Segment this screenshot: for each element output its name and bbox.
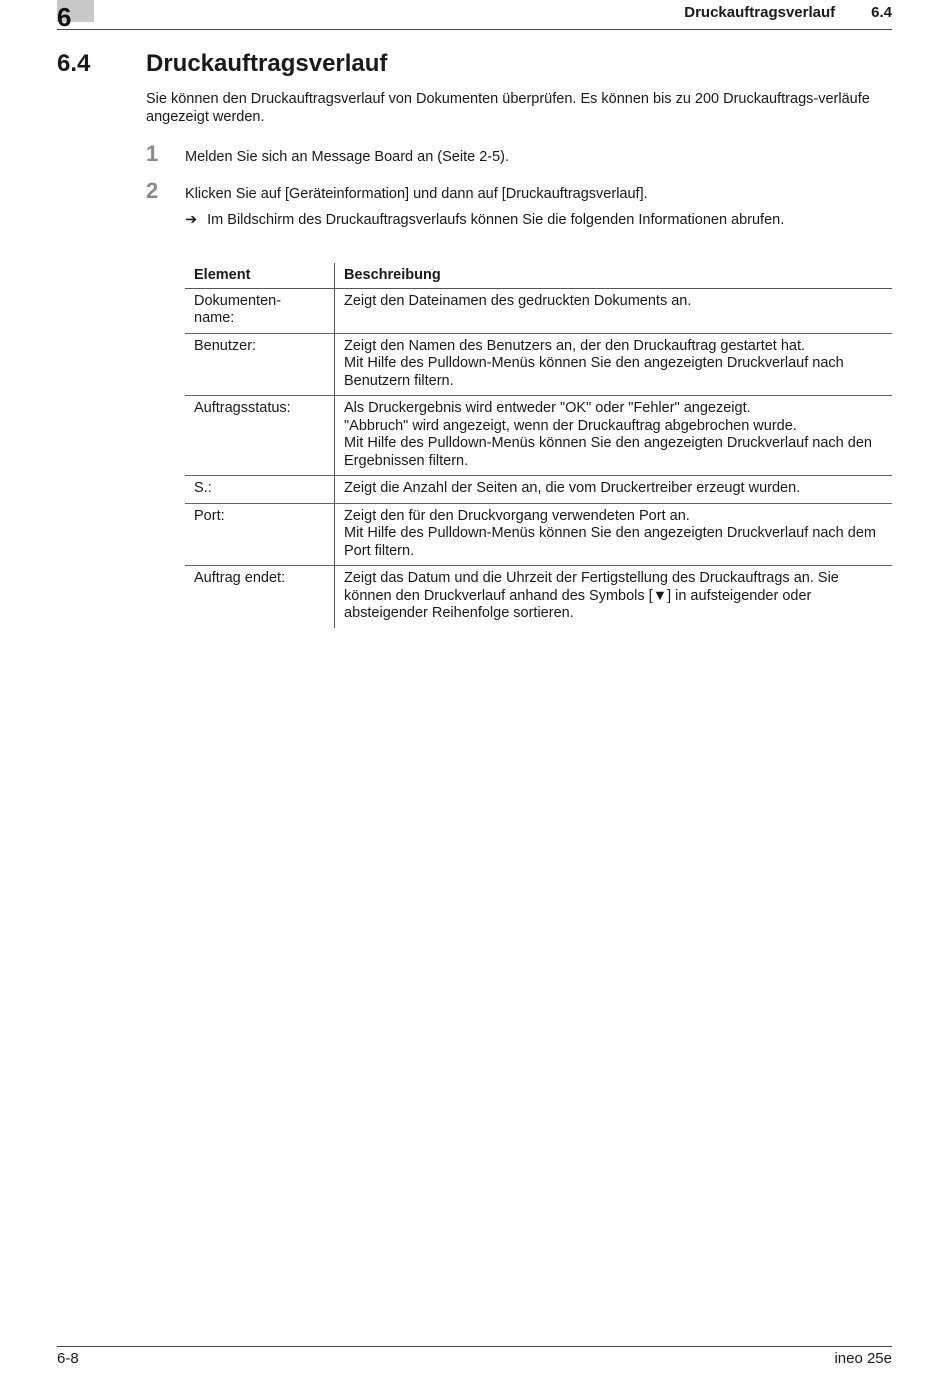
step-1	[146, 141, 509, 167]
table-row	[185, 288, 892, 333]
product-name: ineo 25e	[834, 1350, 892, 1367]
row-element: S.:	[185, 476, 335, 504]
table-row	[185, 503, 892, 566]
arrow-icon: ➔	[185, 212, 198, 228]
row-element: Port:	[185, 503, 335, 566]
table-row	[185, 333, 892, 396]
footer-divider	[57, 1346, 892, 1347]
row-description: Zeigt den Namen des Benutzers an, der den Druckauftrag gestartet hat. Mit Hilfe des Pulldown-Menüs können Sie den angezeigten Druckverlauf nach Benutzern filtern.	[335, 333, 893, 396]
row-description: Zeigt das Datum und die Uhrzeit der Fertigstellung des Druckauftrags an. Sie können den Druckverlauf anhand des Symbols [▼] in aufsteigender oder absteigender Reihenfolge sortieren.	[335, 566, 893, 628]
sub-step-text: Im Bildschirm des Druckauftragsverlaufs können Sie die folgenden Informationen abrufen.	[207, 212, 785, 228]
step-number: 1	[146, 141, 159, 166]
column-header-description: Beschreibung	[335, 263, 893, 288]
running-header	[684, 4, 892, 21]
table-row	[185, 476, 892, 504]
sub-step	[185, 212, 784, 228]
row-description: Zeigt den Dateinamen des gedruckten Dokuments an.	[344, 292, 692, 309]
row-element: Dokumenten- name:	[185, 288, 335, 333]
row-description: Zeigt den für den Druckvorgang verwendeten Port an. Mit Hilfe des Pulldown-Menüs können Sie den angezeigten Druckverlauf nach dem Port filtern.	[335, 503, 893, 566]
step-2	[146, 178, 648, 204]
section-heading	[57, 50, 387, 78]
step-number: 2	[146, 178, 159, 203]
row-element: Benutzer:	[185, 333, 335, 396]
info-table	[185, 263, 892, 628]
intro-paragraph: Sie können den Druckauftragsverlauf von Dokumenten überprüfen. Es können bis zu 200 Druckauftrags-verläufe angezeigt werden.	[146, 91, 870, 125]
table-header-row	[185, 263, 892, 288]
running-title: Druckauftragsverlauf	[684, 4, 836, 21]
section-number: 6.4	[57, 50, 91, 77]
row-element: Auftrag endet:	[185, 566, 335, 628]
table-row	[185, 566, 892, 628]
section-title: Druckauftragsverlauf	[146, 50, 388, 77]
row-description: Zeigt die Anzahl der Seiten an, die vom Druckertreiber erzeugt wurden.	[335, 476, 893, 504]
chapter-number: 6	[57, 2, 72, 32]
running-section-number: 6.4	[871, 4, 892, 21]
row-element: Auftragsstatus:	[185, 396, 335, 476]
row-description: Als Druckergebnis wird entweder "OK" oder "Fehler" angezeigt. "Abbruch" wird angezeigt, wenn der Druckauftrag abgebrochen wurde. Mit Hilfe des Pulldown-Menüs können Sie den angezeigten Druckverlauf nach den Ergebnissen filtern.	[335, 396, 893, 476]
table-row	[185, 396, 892, 476]
header-divider	[57, 29, 892, 30]
page-number: 6-8	[57, 1350, 79, 1367]
step-text: Klicken Sie auf [Geräteinformation] und dann auf [Druckauftragsverlauf].	[185, 186, 648, 202]
column-header-element: Element	[185, 263, 335, 288]
step-text: Melden Sie sich an Message Board an (Seite 2-5).	[185, 149, 510, 165]
